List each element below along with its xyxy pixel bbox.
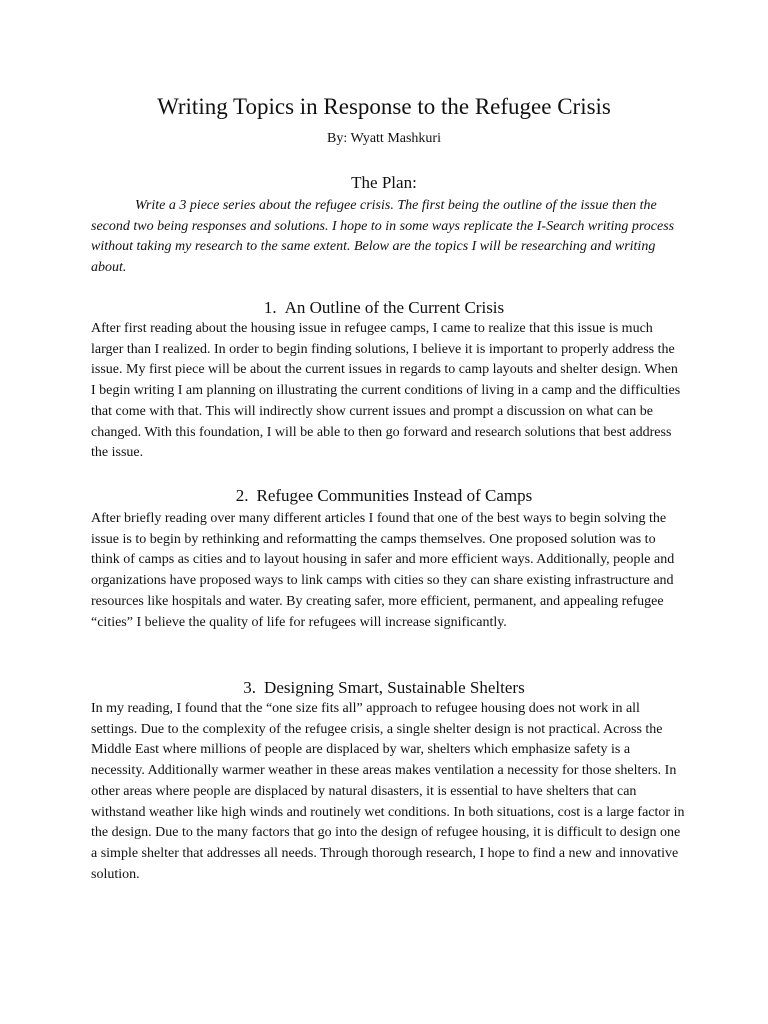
author-byline: By: Wyatt Mashkuri	[326, 131, 441, 146]
document-title: Writing Topics in Response to the Refugee Crisis	[157, 94, 611, 119]
section-3-title: Designing Smart, Sustainable Shelters	[264, 678, 525, 697]
section-2-paragraph: After briefly reading over many different articles I found that one of the best ways to begin solving the issue is to begin by rethinking and reformatting the camps themselves. One proposed solution was to think of camps as cities and to layout housing in safer and more efficient ways. Additionally, people and organizations have proposed ways to link camps with cities so they can share existing infrastructure and resources like hospitals and water. By creating safer, more efficient, permanent, and appealing refugee “cities” I believe the quality of life for refugees will increase significantly.	[91, 511, 675, 630]
section-1-number: 1.	[263, 298, 277, 317]
plan-paragraph: Write a 3 piece series about the refugee crisis. The first being the outline of the issue then the second two being responses and solutions. I hope to in some ways replicate the I-Search writing process without taking my research to the same extent. Below are the topics I will be researching and writing about.	[91, 198, 675, 276]
section-1-heading	[0, 297, 768, 319]
section-3-heading	[0, 677, 768, 699]
section-1-paragraph: After first reading about the housing issue in refugee camps, I came to realize that this issue is much larger than I realized. In order to begin finding solutions, I believe it is important to properly address the issue. My first piece will be about the current issues in regards to camp layouts and shelter design. When I begin writing I am planning on illustrating the current conditions of living in a camp and the difficulties that come with that. This will indirectly show current issues and prompt a discussion on what can be changed. With this foundation, I will be able to then go forward and research solutions that best address the issue.	[91, 321, 681, 461]
plan-heading: The Plan:	[351, 173, 417, 192]
section-3-paragraph: In my reading, I found that the “one size fits all” approach to refugee housing does not work in all settings. Due to the complexity of the refugee crisis, a single shelter design is not practical. Across the Middle East where millions of people are displaced by war, shelters which emphasize safety is a necessity. Additionally warmer weather in these areas makes ventilation a necessity for those shelters. In other areas where people are displaced by natural disasters, it is essential to have shelters that can withstand weather like high winds and routinely wet conditions. In both situations, cost is a large factor in the design. Due to the many factors that go into the design of refugee housing, it is difficult to design one a simple shelter that addresses all needs. Through thorough research, I hope to find a new and innovative solution.	[91, 701, 685, 882]
section-3-number: 3.	[243, 678, 257, 697]
section-1-title: An Outline of the Current Crisis	[284, 298, 505, 317]
section-2-number: 2.	[235, 486, 249, 505]
section-2-title: Refugee Communities Instead of Camps	[256, 486, 533, 505]
section-2-heading	[0, 485, 768, 507]
